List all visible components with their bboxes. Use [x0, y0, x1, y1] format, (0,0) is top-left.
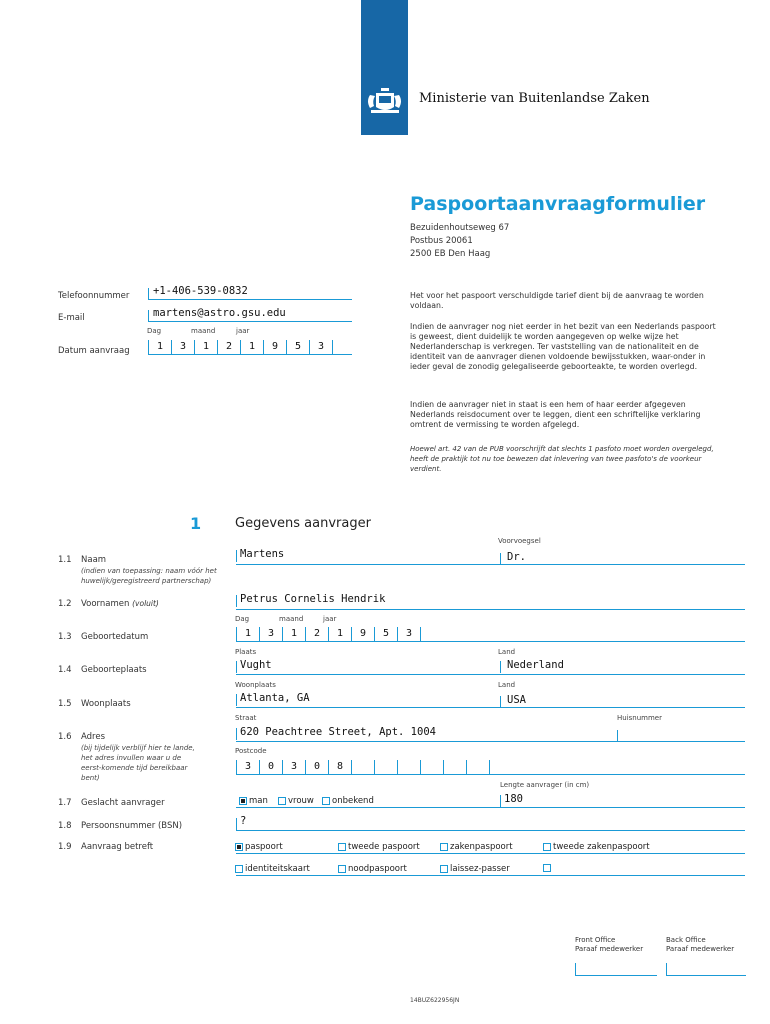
birth-date-digit: 3 [259, 627, 282, 641]
back-office-signature-line[interactable] [666, 975, 746, 976]
birth-day-caption: Dag [235, 615, 250, 623]
checkbox [338, 865, 346, 873]
birth-date-digit: 3 [397, 627, 421, 641]
date-digit: 9 [263, 340, 286, 354]
info-paragraph-2: Indien de aanvrager nog niet eerder in het bezit van een Nederlands paspoort is geweest, dient duidelijk te worden aangegeven op welke wijze het Nederlanderschap is verkregen. Ter vaststelling van de nationaliteit en de identiteit van de aanvrager dienen voldoende bewijsstukken, waar-onder in ieder geval de zonodig gelegaliseerde geboorteakte, te worden overlegd. [410, 322, 716, 371]
address-line-3: 2500 EB Den Haag [410, 249, 491, 259]
section-number: 1 [190, 514, 202, 533]
birth-date-input[interactable] [236, 625, 421, 641]
birth-country-input[interactable]: Nederland [507, 659, 564, 671]
length-caption: Lengte aanvrager (in cm) [500, 781, 590, 789]
ministry-name: Ministerie van Buitenlandse Zaken [419, 91, 650, 106]
field-number: 1.4 [58, 665, 72, 675]
back-office-label: Back Office [666, 936, 706, 944]
postcode-digit [443, 760, 466, 774]
voornamen-label-text: Voornamen [81, 599, 130, 609]
section-title: Gegevens aanvrager [235, 516, 371, 531]
residence-country-input[interactable]: USA [507, 694, 526, 706]
bsn-label: Persoonsnummer (BSN) [81, 821, 183, 831]
checkbox [338, 843, 346, 851]
residence-country-caption: Land [498, 681, 516, 689]
birth-year-caption: jaar [323, 615, 337, 623]
birth-date-digit: 2 [305, 627, 328, 641]
date-digit: 5 [286, 340, 309, 354]
length-input[interactable]: 180 [504, 793, 523, 805]
request-option-noodpaspoort[interactable] [338, 864, 407, 874]
checkbox [235, 865, 243, 873]
postcode-digit: 8 [328, 760, 351, 774]
info-paragraph-1: Het voor het paspoort verschuldigde tarief dient bij de aanvraag te worden voldaan. [410, 291, 704, 310]
date-digit: 3 [171, 340, 194, 354]
front-office-signature-line[interactable] [575, 975, 657, 976]
gender-option-man[interactable] [239, 796, 268, 806]
street-input[interactable]: 620 Peachtree Street, Apt. 1004 [240, 726, 436, 738]
checkbox [235, 843, 243, 851]
birth-place-caption: Plaats [235, 648, 257, 656]
geslacht-label: Geslacht aanvrager [81, 798, 165, 808]
date-digit: 1 [240, 340, 263, 354]
date-month-caption: maand [191, 327, 216, 335]
option-label: man [249, 796, 268, 806]
postcode-caption: Postcode [235, 747, 267, 755]
front-office-label: Front Office [575, 936, 616, 944]
birth-place-input[interactable]: Vught [240, 659, 272, 671]
field-number: 1.5 [58, 699, 72, 709]
voorvoegsel-input[interactable]: Dr. [507, 551, 526, 563]
birth-country-caption: Land [498, 648, 516, 656]
postcode-digit [351, 760, 374, 774]
dutch-coat-of-arms-icon [361, 0, 408, 135]
street-caption: Straat [235, 714, 257, 722]
naam-label: Naam [81, 555, 107, 565]
bsn-input[interactable]: ? [240, 815, 247, 827]
request-option-other[interactable] [543, 864, 553, 872]
birth-date-digit: 1 [282, 627, 305, 641]
phone-label: Telefoonnummer [58, 291, 130, 301]
info-paragraph-3: Indien de aanvrager niet in staat is een hem of haar eerder afgegeven Nederlands reisdocument over te leggen, dient een schriftelijke verklaring omtrent de vermissing te worden afgelegd. [410, 400, 701, 429]
naam-input[interactable]: Martens [240, 548, 285, 560]
woonplaats-label: Woonplaats [81, 699, 131, 709]
option-label: zakenpaspoort [450, 842, 513, 852]
option-label: identiteitskaart [245, 864, 310, 874]
address-line-1: Bezuidenhoutseweg 67 [410, 223, 510, 233]
field-number: 1.7 [58, 798, 72, 808]
checkbox [322, 797, 330, 805]
birth-date-digit: 1 [328, 627, 351, 641]
date-digit: 1 [148, 340, 171, 354]
form-code: 14BUZ622956JN [410, 997, 460, 1004]
postcode-digit [466, 760, 490, 774]
option-label: laissez-passer [450, 864, 510, 874]
info-paragraph-4: Hoewel art. 42 van de PUB voorschrijft dat slechts 1 pasfoto moet worden overgelegd, heeft de praktijk tot nu toe bewezen dat inlevering van twee pasfoto's de voorkeur verdient. [410, 445, 714, 473]
ministry-logo-bar [361, 0, 408, 135]
request-option-tweede-zakenpaspoort[interactable] [543, 842, 650, 852]
phone-input[interactable]: +1-406-539-0832 [153, 285, 248, 297]
field-number: 1.6 [58, 732, 72, 742]
checkbox [440, 865, 448, 873]
date-digit: 1 [194, 340, 217, 354]
geboorteplaats-label: Geboorteplaats [81, 665, 147, 675]
postcode-digit [397, 760, 420, 774]
date-day-caption: Dag [147, 327, 162, 335]
birth-date-digit: 1 [236, 627, 259, 641]
option-label: vrouw [288, 796, 314, 806]
postcode-digit: 0 [305, 760, 328, 774]
adres-label: Adres [81, 732, 106, 742]
birth-month-caption: maand [279, 615, 304, 623]
request-option-identiteitskaart[interactable] [235, 864, 310, 874]
voornamen-label [81, 599, 159, 609]
address-line-2: Postbus 20061 [410, 236, 473, 246]
gender-option-vrouw[interactable] [278, 796, 314, 806]
field-number: 1.8 [58, 821, 72, 831]
option-label: tweede paspoort [348, 842, 420, 852]
voorvoegsel-caption: Voorvoegsel [498, 537, 541, 545]
request-date-input[interactable] [148, 338, 333, 354]
request-option-paspoort[interactable] [235, 842, 283, 852]
postcode-digit [420, 760, 443, 774]
request-option-zakenpaspoort[interactable] [440, 842, 513, 852]
field-number: 1.9 [58, 842, 72, 852]
date-label: Datum aanvraag [58, 346, 130, 356]
postcode-digit: 0 [259, 760, 282, 774]
house-number-caption: Huisnummer [617, 714, 662, 722]
birth-date-digit: 5 [374, 627, 397, 641]
date-year-caption: jaar [236, 327, 250, 335]
residence-input[interactable]: Atlanta, GA [240, 692, 310, 704]
checkbox [278, 797, 286, 805]
voornamen-input[interactable]: Petrus Cornelis Hendrik [240, 593, 386, 605]
option-label: paspoort [245, 842, 283, 852]
naam-note: (indien van toepassing: naam vóór het huwelijk/geregistreerd partnerschap) [81, 567, 217, 585]
form-title: Paspoortaanvraagformulier [410, 193, 706, 215]
date-digit: 2 [217, 340, 240, 354]
postcode-digit: 3 [236, 760, 259, 774]
postcode-digit: 3 [282, 760, 305, 774]
email-input[interactable]: martens@astro.gsu.edu [153, 307, 286, 319]
email-label: E-mail [58, 313, 85, 323]
checkbox [239, 797, 247, 805]
postcode-digit [374, 760, 397, 774]
checkbox [543, 864, 551, 872]
checkbox [440, 843, 448, 851]
option-label: tweede zakenpaspoort [553, 842, 650, 852]
date-digit: 3 [309, 340, 333, 354]
back-office-sub: Paraaf medewerker [666, 945, 735, 953]
postcode-input[interactable] [236, 758, 490, 774]
field-number: 1.1 [58, 555, 72, 565]
option-label: noodpaspoort [348, 864, 407, 874]
checkbox [543, 843, 551, 851]
voornamen-label-note: (voluit) [132, 599, 159, 608]
front-office-sub: Paraaf medewerker [575, 945, 644, 953]
field-number: 1.2 [58, 599, 72, 609]
residence-caption: Woonplaats [235, 681, 276, 689]
adres-note: (bij tijdelijk verblijf hier te lande, het adres invullen waar u de eerst-komende tijd bereikbaar bent) [81, 744, 195, 782]
betreft-label: Aanvraag betreft [81, 842, 154, 852]
request-option-laissez-passer[interactable] [440, 864, 510, 874]
option-label: onbekend [332, 796, 374, 806]
request-option-tweede-paspoort[interactable] [338, 842, 420, 852]
field-number: 1.3 [58, 632, 72, 642]
geboortedatum-label: Geboortedatum [81, 632, 149, 642]
gender-option-onbekend[interactable] [322, 796, 374, 806]
birth-date-digit: 9 [351, 627, 374, 641]
